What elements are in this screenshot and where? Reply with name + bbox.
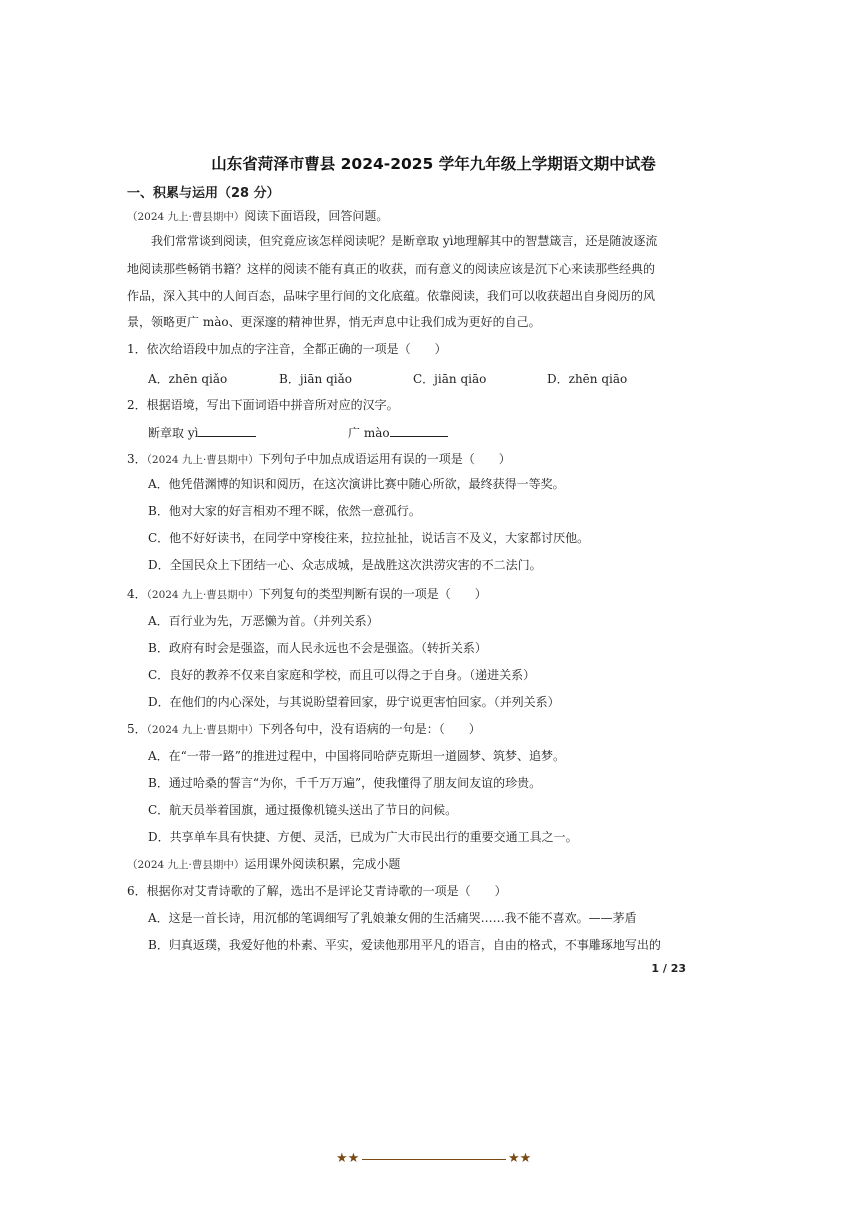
intro-source: （2024 九上·曹县期中） xyxy=(127,211,245,223)
q1-option-c: C．jiān qiāo xyxy=(413,372,487,386)
q1-option-d: D．zhēn qiāo xyxy=(547,372,628,386)
q5-stem-line: 5．（2024 九上·曹县期中）下列各句中，没有语病的一句是：（ ） xyxy=(127,722,481,736)
star-icon: ★★ xyxy=(336,1151,360,1166)
q5-option-b: B．通过哈桑的誓言“为你，千千万万遍”，使我懂得了朋友间友谊的珍贵。 xyxy=(148,776,542,790)
q2-blank-1 xyxy=(148,424,256,441)
page-title: 山东省菏泽市曹县 2024-2025 学年九年级上学期语文期中试卷 xyxy=(211,155,656,173)
q5-source: （2024 九上·曹县期中） xyxy=(146,724,259,736)
q3-stem-line: 3．（2024 九上·曹县期中）下列句子中加点成语运用有误的一项是（ ） xyxy=(127,452,511,466)
page-number: 1 / 23 xyxy=(651,962,686,975)
q4-option-d: D．在他们的内心深处，与其说盼望着回家，毋宁说更害怕回家。（并列关系） xyxy=(148,695,560,709)
answer-blank[interactable] xyxy=(198,425,256,437)
q3-option-d: D．全国民众上下团结一心、众志成城，是战胜这次洪涝灾害的不二法门。 xyxy=(148,558,542,572)
q1-option-a: A．zhēn qiǎo xyxy=(148,372,228,386)
q4-option-a: A．百行业为先，万恶懒为首。（并列关系） xyxy=(148,614,379,628)
q6-option-b: B．归真返璞，我爱好他的朴素、平实，爱读他那用平凡的语言，自由的格式，不事雕琢地写出的 xyxy=(148,938,661,952)
q3-option-c: C．他不好好读书，在同学中穿梭往来，拉拉扯扯，说话言不及义，大家都讨厌他。 xyxy=(148,531,590,545)
q4-source: （2024 九上·曹县期中） xyxy=(146,589,259,601)
passage-line: 作品，深入其中的人间百态，品味字里行间的文化底蕴。依靠阅读，我们可以收获超出自身阅历的风 xyxy=(127,289,656,303)
q6-option-a: A．这是一首长诗，用沉郁的笔调细写了乳娘兼女佣的生活痛哭……我不能不喜欢。——茅盾 xyxy=(148,911,637,925)
passage-line: 地阅读那些畅销书籍？这样的阅读不能有真正的收获，而有意义的阅读应该是沉下心来读那些经典的 xyxy=(127,262,656,276)
q4-option-b: B．政府有时会是强盗，而人民永远也不会是强盗。（转折关系） xyxy=(148,641,487,655)
q2-blank-1-label: 断章取 yì xyxy=(148,426,199,440)
q2-stem: 2．根据语境，写出下面词语中拼音所对应的汉字。 xyxy=(127,398,399,412)
intro-line xyxy=(127,207,388,224)
q5-option-d: D．共享单车具有快捷、方便、灵活，已成为广大市民出行的重要交通工具之一。 xyxy=(148,830,578,844)
q2-blank-2-label: 广 mào xyxy=(348,426,390,440)
section-heading: 一、积累与运用（28 分） xyxy=(127,186,280,201)
q1-option-b: B．jiān qiǎo xyxy=(279,372,352,386)
q6-stem: 6．根据你对艾青诗歌的了解，选出不是评论艾青诗歌的一项是（ ） xyxy=(127,884,507,898)
q2-blank-2 xyxy=(348,424,448,441)
passage-line: 我们常常谈到阅读，但究竟应该怎样阅读呢？是断章取 yì地理解其中的智慧箴言，还是随波逐流 xyxy=(151,234,658,248)
q3-option-b: B．他对大家的好言相劝不理不睬，依然一意孤行。 xyxy=(148,504,421,518)
star-icon: ★★ xyxy=(508,1151,532,1166)
q1-stem: 1．依次给语段中加点的字注音，全都正确的一项是（ ） xyxy=(127,342,447,356)
q3-option-a: A．他凭借渊博的知识和阅历，在这次演讲比赛中随心所欲，最终获得一等奖。 xyxy=(148,477,565,491)
q4-option-c: C．良好的教养不仅来自家庭和学校，而且可以得之于自身。（递进关系） xyxy=(148,668,536,682)
q4-stem-line: 4．（2024 九上·曹县期中）下列复句的类型判断有误的一项是（ ） xyxy=(127,587,487,601)
q5-stem: 下列各句中，没有语病的一句是：（ ） xyxy=(258,722,481,736)
passage-line: 景，领略更广 mào、更深邃的精神世界，悄无声息中让我们成为更好的自己。 xyxy=(127,315,541,329)
q3-stem: 下列句子中加点成语运用有误的一项是（ ） xyxy=(258,452,511,466)
q5-option-c: C．航天员举着国旗，通过摄像机镜头送出了节日的问候。 xyxy=(148,803,458,817)
q6-intro-source: （2024 九上·曹县期中） xyxy=(127,859,245,871)
q6-intro xyxy=(127,855,400,872)
footer-rule xyxy=(362,1159,506,1160)
q3-source: （2024 九上·曹县期中） xyxy=(146,454,259,466)
intro-text: 阅读下面语段，回答问题。 xyxy=(244,209,389,223)
q4-stem: 下列复句的类型判断有误的一项是（ ） xyxy=(258,587,487,601)
answer-blank[interactable] xyxy=(390,425,448,437)
footer-decoration xyxy=(336,1150,532,1170)
q6-intro-text: 运用课外阅读积累，完成小题 xyxy=(244,857,401,871)
q5-option-a: A．在“一带一路”的推进过程中，中国将同哈萨克斯坦一道圆梦、筑梦、追梦。 xyxy=(148,749,565,763)
